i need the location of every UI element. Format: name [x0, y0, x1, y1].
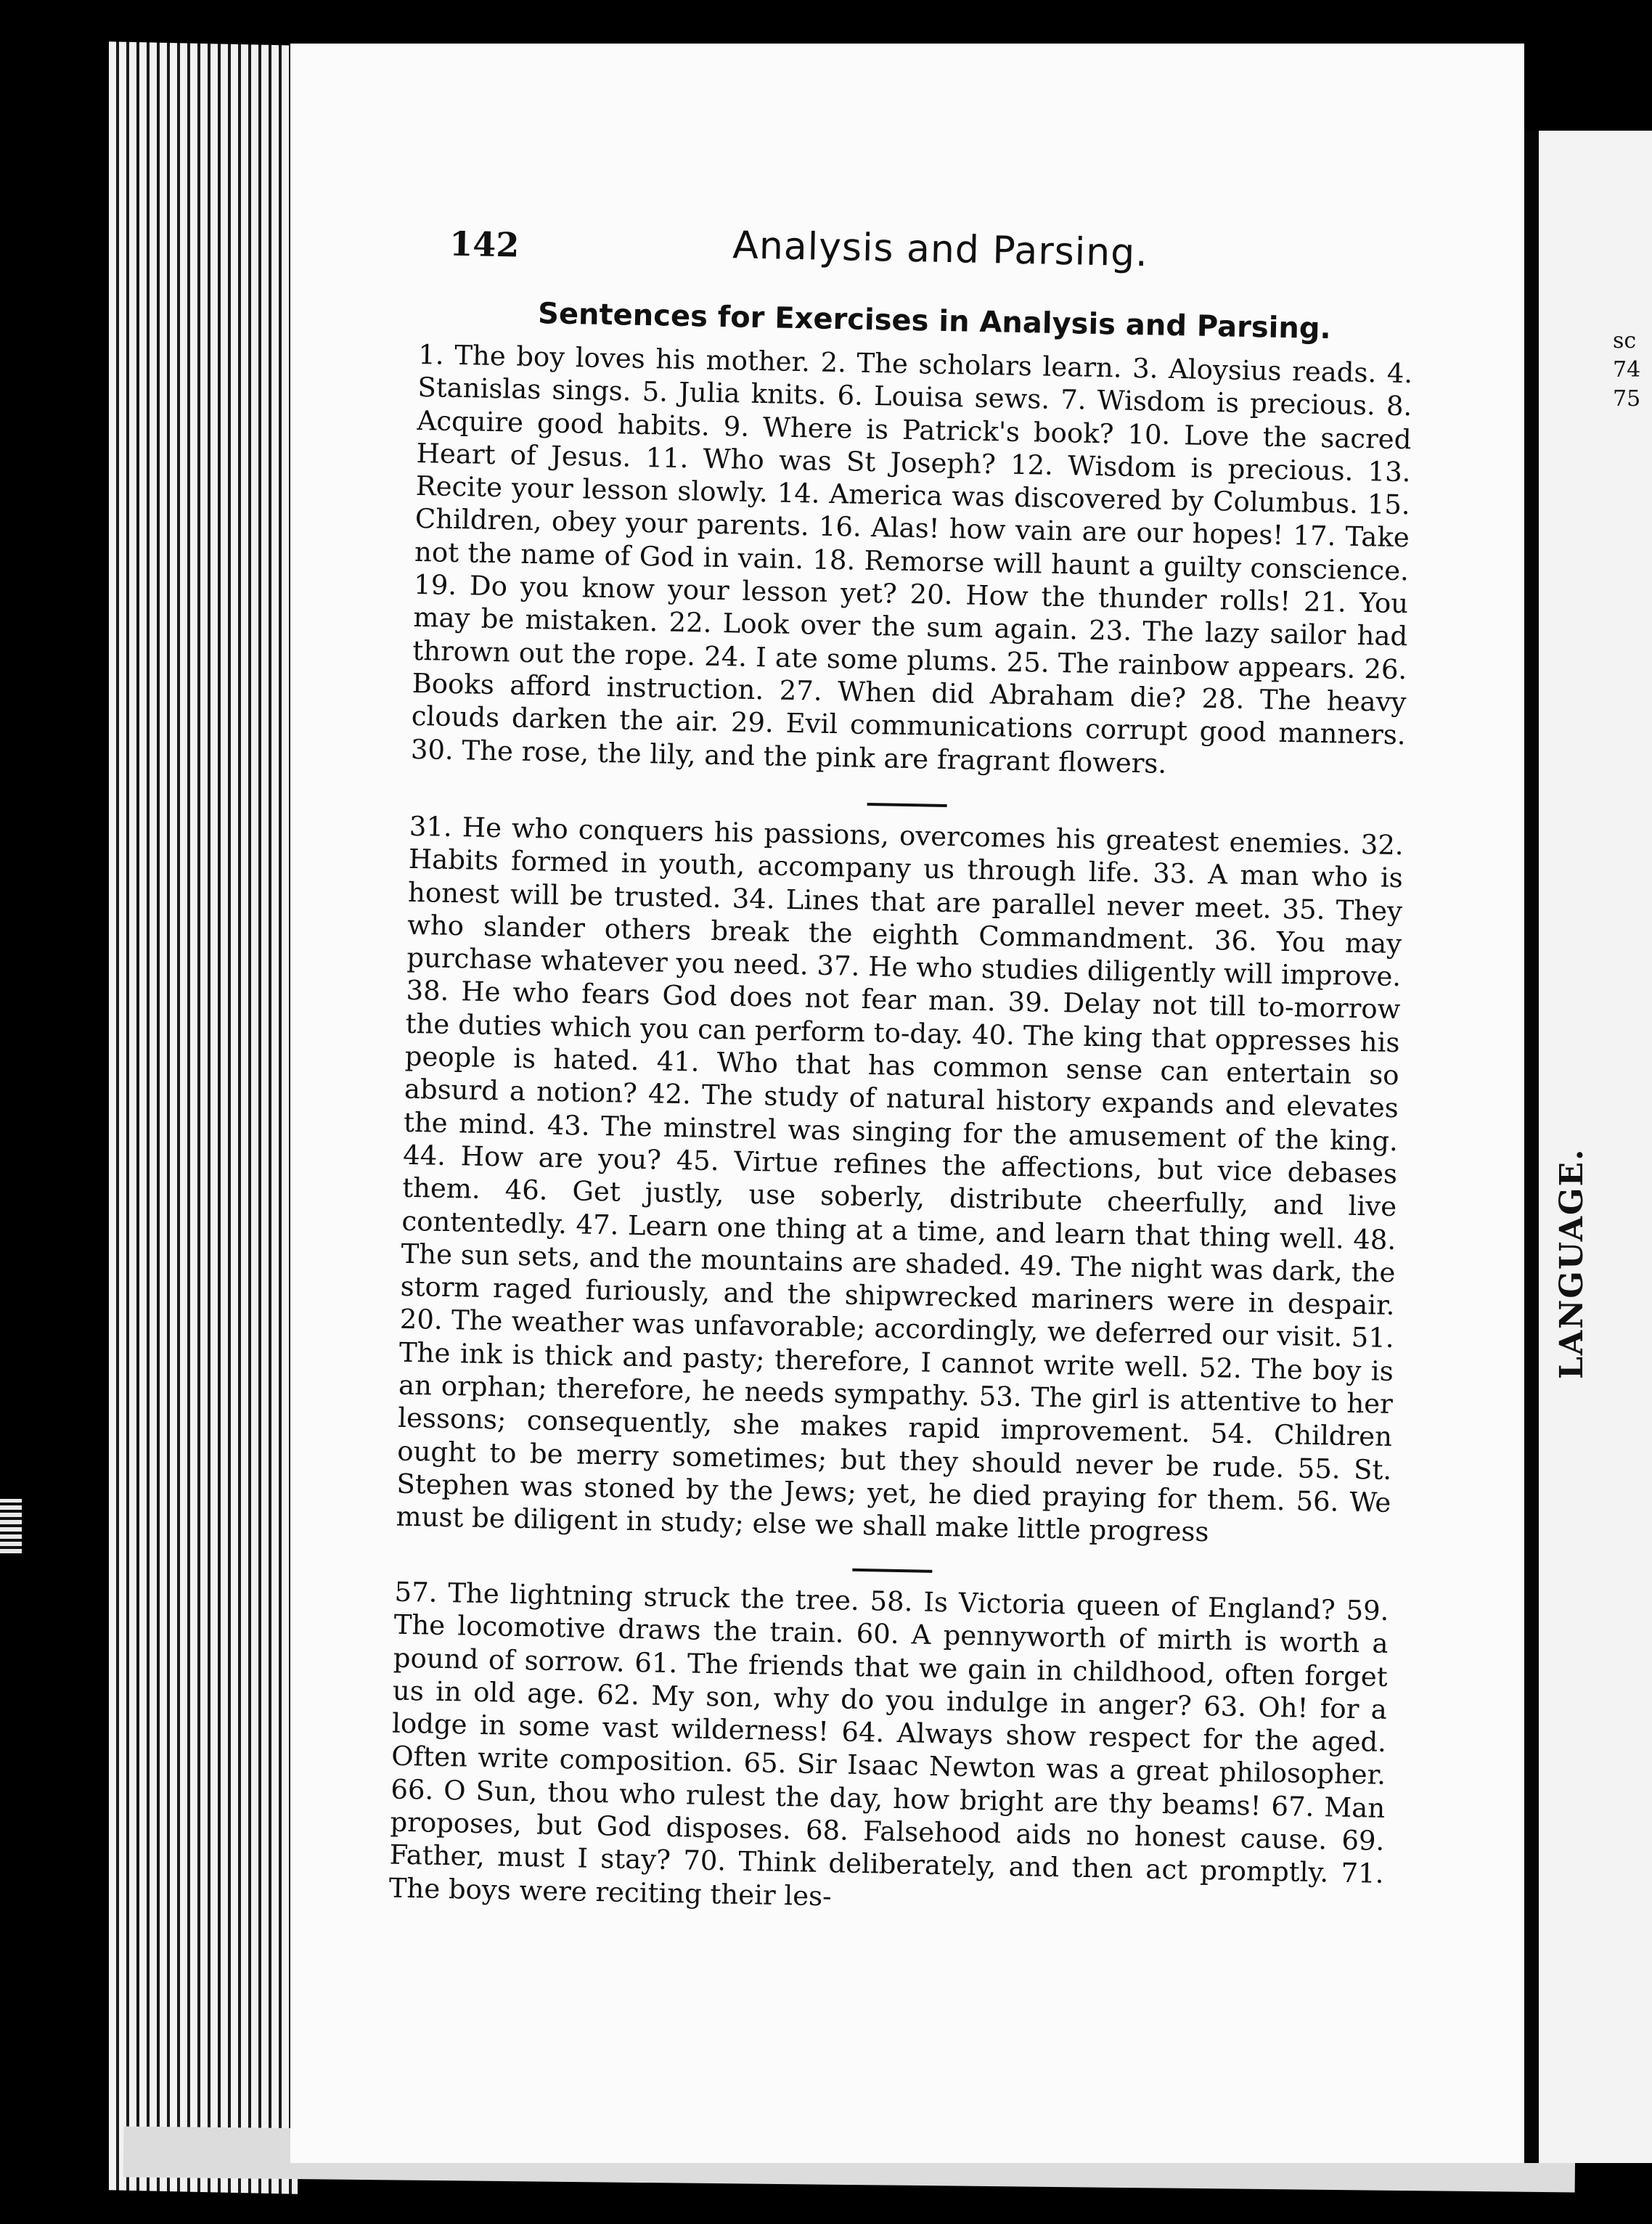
exercise-paragraph-3: 57. The lightning struck the tree. 58. Is Victoria queen of England? 59. The locomotive draws the train. 60. A pennyworth of mirth is worth a pound of sorrow. 61. The friends that we gain in childhood, often forget us in old age. 62. My son, why do you indulge in anger? 63. Oh! for a lodge in some vast wilderness! 64. Always show respect for the aged. Often write composition. 65. Sir Isaac Newton was a great philosopher. 66. O Sun, thou who rulest the day, how bright are thy beams! 67. Man proposes, but God disposes. 68. Falsehood aids no honest cause. 69. Father, must I stay? 70. Think deliberately, and then act promptly. 71. The boys were reciting their les-	[388, 1576, 1389, 1912]
exercise-paragraph-2: 31. He who conquers his passions, overcomes his greatest enemies. 32. Habits formed in youth, accompany us through life. 33. A man who is honest will be trusted. 34. Lines that are parallel never meet. 35. They who slander others break the eighth Commandment. 36. You may purchase whatever you need. 37. He who studies diligently will improve. 38. He who fears God does not fear man. 39. Delay not till to-morrow the duties which you can perform to-day. 40. The king that oppresses his people is hated. 41. Who that has common sense can entertain so absurd a notion? 42. The study of natural history expands and elevates the mind. 43. The minstrel was singing for the amusement of the king. 44. How are you? 45. Virtue refines the affections, but vice debases them. 46. Get justly, use soberly, distribute cheerfully, and live contentedly. 47. Learn one thing at a time, and learn that thing well. 48. The sun sets, and the mountains are shaded. 49. The night was dark, the storm raged furiously, and the shipwrecked mariners were in despair. 20. The weather was unfavorable; accordingly, we deferred our visit. 51. The ink is thick and pasty; therefore, I cannot write well. 52. The boy is an orphan; therefore, he needs sympathy. 53. The girl is attentive to her lessons; consequently, she makes rapid improvement. 54. Children ought to be merry sometimes; but they should never be rude. 55. St. Stephen was stoned by the Jews; yet, he died praying for them. 56. We must be diligent in study; else we shall make little progress	[396, 810, 1404, 1548]
running-head: Analysis and Parsing.	[732, 224, 1149, 276]
section-title: Sentences for Exercises in Analysis and Parsing.	[537, 297, 1332, 346]
section-divider	[867, 803, 947, 807]
page-content	[388, 218, 1415, 1923]
side-tab-label: LANGUAGE.	[1553, 1148, 1590, 1379]
scan-artifact	[0, 1499, 22, 1553]
facing-page-edge	[1524, 131, 1652, 2163]
page-number: 142	[449, 224, 520, 265]
exercise-paragraph-1: 1. The boy loves his mother. 2. The scholars learn. 3. Aloysius reads. 4. Stanislas sings. 5. Julia knits. 6. Louisa sews. 7. Wisdom is precious. 8. Acquire good habits. 9. Where is Patrick's book? 10. Love the sacred Heart of Jesus. 11. Who was St Joseph? 12. Wisdom is precious. 13. Recite your lesson slowly. 14. America was discovered by Columbus. 15. Children, obey your parents. 16. Alas! how vain are our hopes! 17. Take not the name of God in vain. 18. Remorse will haunt a guilty conscience. 19. Do you know your lesson yet? 20. How the thunder rolls! 21. You may be mistaken. 22. Look over the sum again. 23. The lazy sailor had thrown out the rope. 24. I ate some plums. 25. The rainbow appears. 26. Books afford instruction. 27. When did Abraham die? 28. The heavy clouds darken the air. 29. Evil communications corrupt good manners. 30. The rose, the lily, and the pink are fragrant flowers.	[410, 338, 1413, 780]
section-divider	[852, 1569, 932, 1573]
facing-page-fragment: sc 74 75	[1613, 328, 1641, 412]
page-edges	[109, 41, 298, 2194]
